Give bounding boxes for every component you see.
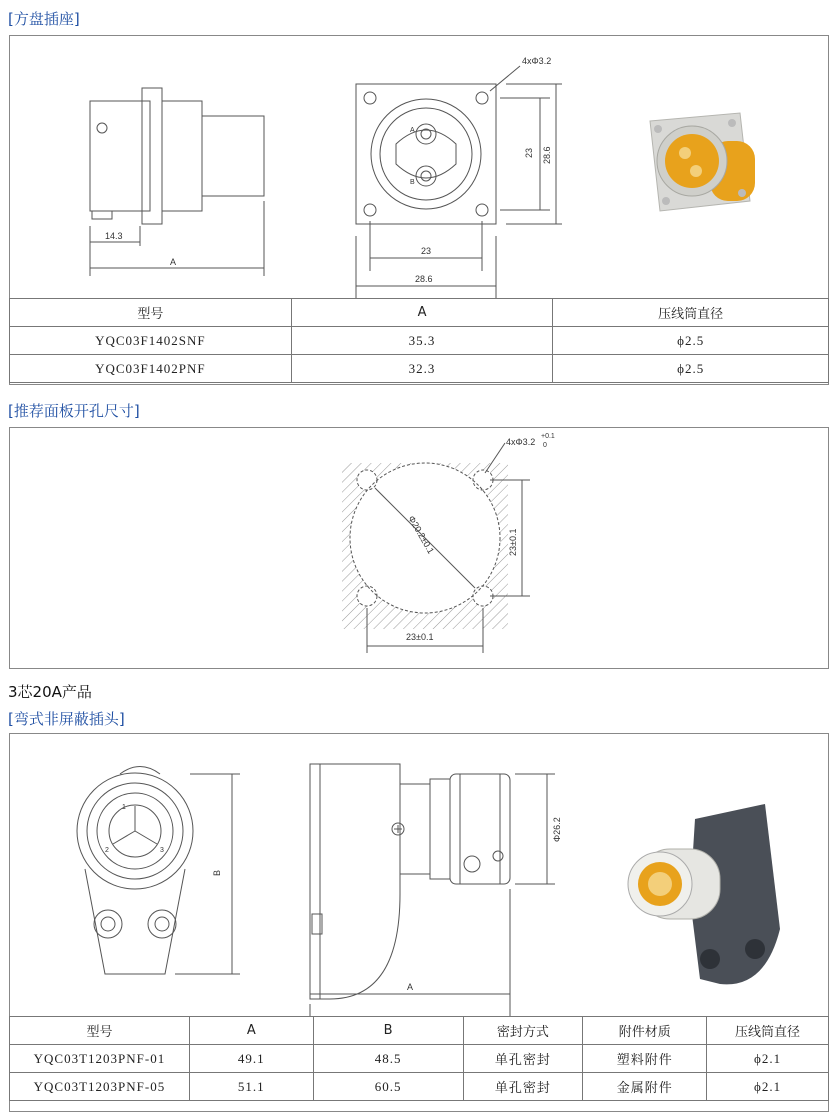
section-title-panel-cutout: [推荐面板开孔尺寸] [8, 402, 140, 420]
dim-23-horizontal: 23 [421, 246, 432, 256]
dim-28-6-vertical: 28.6 [542, 146, 552, 164]
flange-square [356, 84, 496, 224]
socket-body-front [202, 116, 264, 196]
plug-diameter: Φ26.2 [552, 817, 562, 842]
header-B: B [313, 1017, 463, 1045]
table-row: YQC03F1402PNF 32.3 ϕ2.5 [10, 355, 829, 383]
plug-elbow-body [310, 764, 400, 999]
right-angle-plug-panel [9, 733, 829, 1112]
socket-key [97, 123, 107, 133]
socket-tab [92, 211, 112, 219]
table-row: YQC03T1203PNF-01 49.1 48.5 单孔密封 塑料附件 ϕ2.1 [10, 1045, 829, 1073]
header-wire-barrel: 压线筒直径 [707, 1017, 829, 1045]
header-A: A [291, 299, 553, 327]
header-wire-barrel: 压线筒直径 [553, 299, 829, 327]
right-angle-plug-photo [615, 789, 785, 989]
header-accessory: 附件材质 [583, 1017, 707, 1045]
panel-cutout-panel [9, 427, 829, 669]
section-title-right-angle-plug: [弯式非屏蔽插头] [8, 710, 125, 728]
header-seal: 密封方式 [463, 1017, 583, 1045]
header-model: 型号 [10, 299, 292, 327]
plug-coupling-nut [450, 774, 510, 884]
cutout-diameter: Φ20.2±0.1 [406, 514, 437, 556]
pin-B-label: B [410, 179, 415, 186]
dim-23-vertical: 23±0.1 [508, 528, 518, 556]
right-angle-plug-table [9, 1016, 829, 1101]
section-title-square-socket: [方盘插座] [8, 10, 80, 28]
holes-label: 4xΦ3.2 [522, 56, 552, 66]
header-A: A [189, 1017, 313, 1045]
socket-body-rear [90, 101, 150, 211]
pin-3-label: 3 [160, 847, 164, 854]
square-socket-panel [9, 35, 829, 385]
tolerance-lower: 0 [543, 442, 547, 449]
dim-23-vertical: 23 [524, 147, 534, 158]
header-model: 型号 [10, 1017, 190, 1045]
dim-A: A [170, 257, 177, 267]
square-socket-photo [630, 101, 760, 231]
dim-28-6-horizontal: 28.6 [415, 274, 433, 284]
product-line-title: 3芯20A产品 [8, 683, 92, 701]
pin-1-label: 1 [122, 804, 126, 811]
holes-label: 4xΦ3.2 [506, 437, 536, 447]
square-socket-table [9, 298, 829, 383]
dim-A: A [407, 982, 414, 992]
dim-B: B [212, 869, 222, 876]
tolerance-upper: +0.1 [541, 433, 555, 440]
pin-2-label: 2 [105, 847, 109, 854]
panel-cutout-drawing [10, 428, 828, 668]
pin-A-label: A [410, 127, 415, 134]
table-row: YQC03F1402SNF 35.3 ϕ2.5 [10, 327, 829, 355]
table-row: YQC03T1203PNF-05 51.1 60.5 单孔密封 金属附件 ϕ2.1 [10, 1073, 829, 1101]
receptacle-outer [371, 99, 481, 209]
dim-23-horizontal: 23±0.1 [406, 632, 434, 642]
socket-flange [142, 88, 162, 224]
dim-14-3: 14.3 [105, 231, 123, 241]
